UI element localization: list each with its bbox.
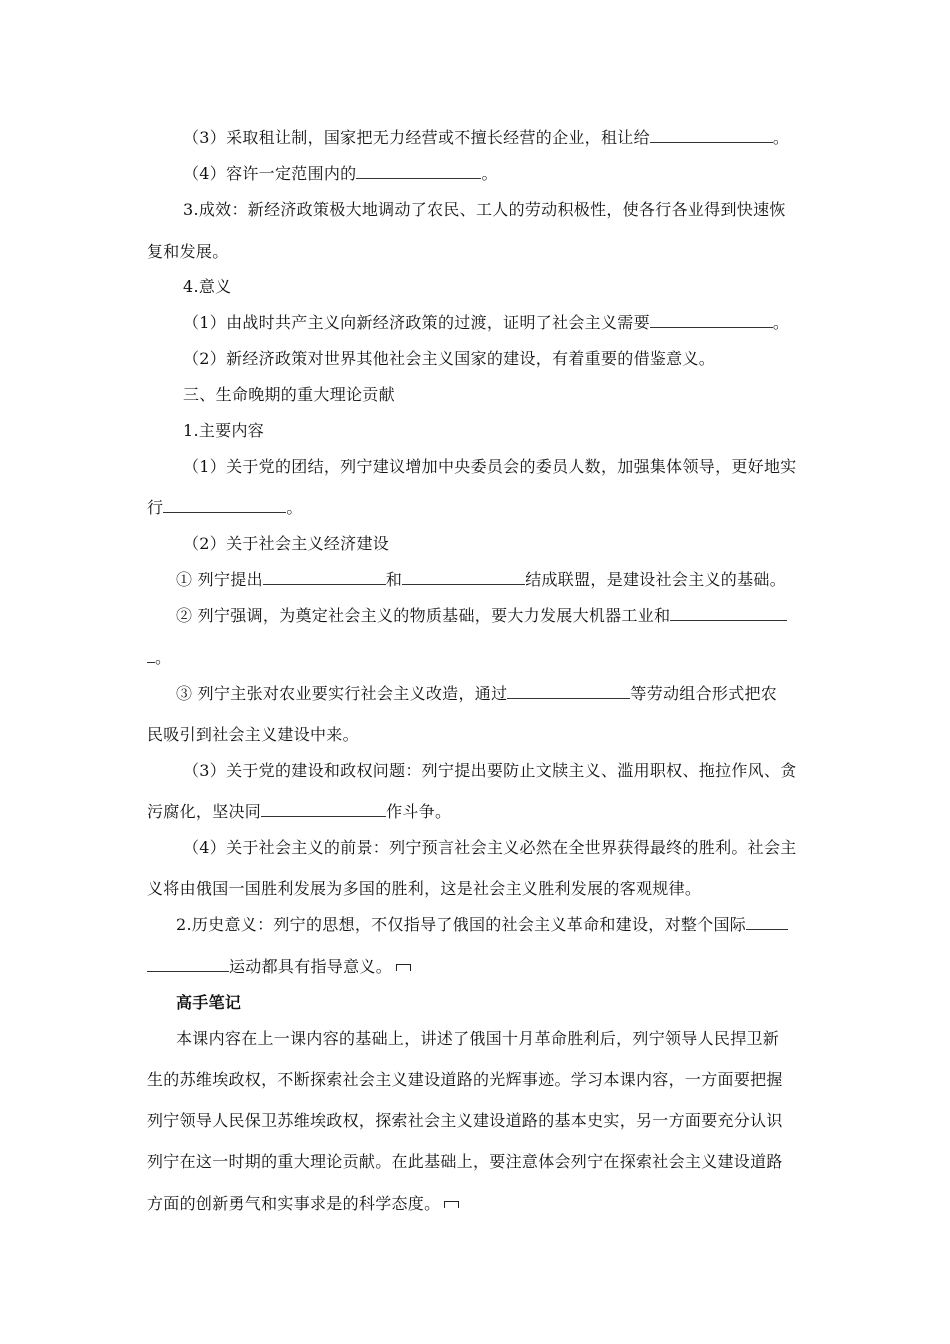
text-line bbox=[176, 914, 788, 936]
text-line bbox=[147, 647, 171, 669]
text-line: （4）关于社会主义的前景：列宁预言社会主义必然在全世界获得最终的胜利。社会主 bbox=[183, 838, 797, 857]
fill-blank bbox=[147, 956, 229, 972]
line-text: 运动都具有指导意义。 bbox=[229, 957, 393, 976]
text-line: 1.主要内容 bbox=[183, 421, 265, 440]
text-line: 复和发展。 bbox=[147, 242, 229, 261]
fill-blank bbox=[507, 683, 630, 699]
bracket-mark-icon bbox=[396, 964, 411, 971]
fill-blank bbox=[746, 914, 788, 930]
line-text: 等劳动组合形式把农 bbox=[630, 684, 778, 703]
text-line bbox=[147, 497, 303, 519]
paragraph-line: 列宁在这一时期的重大理论贡献。在此基础上，要注意体会列宁在探索社会主义建设道路 bbox=[147, 1152, 783, 1171]
text-line: （1）关于党的团结，列宁建议增加中央委员会的委员人数，加强集体领导，更好地实 bbox=[183, 457, 797, 476]
line-text: （4）容许一定范围内的 bbox=[183, 164, 357, 183]
fill-blank bbox=[402, 569, 525, 585]
line-text: 和 bbox=[385, 570, 403, 589]
fill-blank bbox=[356, 163, 481, 179]
fill-blank bbox=[670, 605, 787, 621]
paragraph-line: 列宁领导人民保卫苏维埃政权，探索社会主义建设道路的基本史实，另一方面要充分认识 bbox=[147, 1111, 783, 1130]
text-line bbox=[147, 956, 411, 978]
line-text: 。 bbox=[481, 164, 498, 183]
line-text: 污腐化，坚决同 bbox=[147, 802, 262, 821]
line-text: 作斗争。 bbox=[386, 802, 452, 821]
text-line bbox=[176, 569, 786, 591]
text-line bbox=[176, 605, 787, 627]
paragraph-line: 本课内容在上一课内容的基础上，讲述了俄国十月革命胜利后，列宁领导人民捍卫新 bbox=[176, 1029, 780, 1048]
line-text: （3）采取租让制，国家把无力经营或不擅长经营的企业，租让给 bbox=[183, 128, 650, 147]
fill-blank bbox=[263, 569, 386, 585]
text-line bbox=[183, 163, 498, 185]
line-text: 。 bbox=[772, 313, 790, 332]
line-text: 。 bbox=[286, 498, 303, 517]
text-line bbox=[183, 127, 789, 149]
fill-blank bbox=[147, 647, 155, 663]
text-line bbox=[147, 801, 451, 823]
line-text: （1）由战时共产主义向新经济政策的过渡，证明了社会主义需要 bbox=[183, 313, 650, 332]
paragraph-line: 生的苏维埃政权，不断探索社会主义建设道路的光辉事迹。学习本课内容，一方面要把握 bbox=[147, 1070, 783, 1089]
line-text: 。 bbox=[772, 128, 790, 147]
text-line: 3.成效：新经济政策极大地调动了农民、工人的劳动积极性，使各行各业得到快速恢 bbox=[183, 200, 786, 219]
text-line bbox=[183, 312, 789, 334]
line-text: 。 bbox=[155, 648, 172, 667]
line-text: ② 列宁强调，为奠定社会主义的物质基础，要大力发展大机器工业和 bbox=[176, 606, 671, 625]
text-line: （3）关于党的建设和政权问题：列宁提出要防止文牍主义、滥用职权、拖拉作风、贪 bbox=[183, 761, 797, 780]
paragraph-line bbox=[147, 1193, 459, 1215]
line-text: 2.历史意义：列宁的思想，不仅指导了俄国的社会主义革命和建设，对整个国际 bbox=[176, 915, 747, 934]
line-text: ③ 列宁主张对农业要实行社会主义改造，通过 bbox=[176, 684, 508, 703]
text-line: 4.意义 bbox=[183, 277, 232, 296]
bracket-mark-icon bbox=[444, 1201, 459, 1208]
section-heading: 三、生命晚期的重大理论贡献 bbox=[183, 385, 395, 404]
fill-blank bbox=[650, 312, 773, 328]
text-line: （2）关于社会主义经济建设 bbox=[183, 534, 390, 553]
line-text: 方面的创新勇气和实事求是的科学态度。 bbox=[147, 1194, 441, 1213]
text-line: 义将由俄国一国胜利发展为多国的胜利，这是社会主义胜利发展的客观规律。 bbox=[147, 879, 702, 898]
line-text: ① 列宁提出 bbox=[176, 570, 263, 589]
text-line bbox=[176, 683, 777, 705]
fill-blank bbox=[163, 497, 286, 513]
notes-heading: 高手笔记 bbox=[176, 993, 242, 1012]
text-line: 民吸引到社会主义建设中来。 bbox=[147, 725, 359, 744]
line-text: 行 bbox=[147, 498, 164, 517]
line-text: 结成联盟，是建设社会主义的基础。 bbox=[525, 570, 787, 589]
fill-blank bbox=[650, 127, 773, 143]
fill-blank bbox=[261, 801, 386, 817]
text-line: （2）新经济政策对世界其他社会主义国家的建设，有着重要的借鉴意义。 bbox=[183, 349, 716, 368]
